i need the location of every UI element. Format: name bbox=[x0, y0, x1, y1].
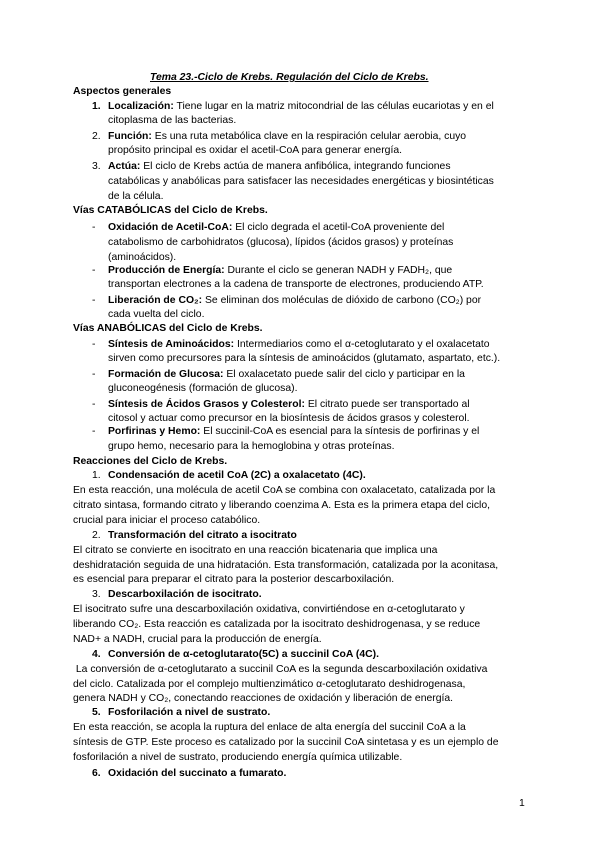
bullet-dash: - bbox=[92, 399, 96, 410]
item-line: sirven como precursores para la síntesis de aminoácidos (glutamato, aspartato, etc.). bbox=[108, 353, 501, 364]
step-number: 4. bbox=[92, 649, 101, 660]
step-text: es esencial para preparar el citrato para la posterior descarboxilación. bbox=[73, 574, 395, 585]
step-number: 2. bbox=[92, 530, 101, 541]
step-text: En esta reacción, una molécula de acetil CoA se combina con oxalacetato, catalizada por la bbox=[73, 485, 496, 496]
step-text: liberando CO₂. Esta reacción es catalizada por la isocitrato deshidrogenasa, y se reduce bbox=[73, 619, 481, 630]
item-line: Localización: Tiene lugar en la matriz mitocondrial de las células eucariotas y en el bbox=[108, 101, 494, 112]
item-line: Porfirinas y Hemo: El succinil-CoA es esencial para la síntesis de porfirinas y el bbox=[108, 426, 480, 437]
step-text: fosforilación a nivel de sustrato, produciendo energía química utilizable. bbox=[73, 752, 403, 763]
item-line: (aminoácidos). bbox=[108, 252, 177, 263]
item-line: Oxidación de Acetil-CoA: El ciclo degrada el acetil-CoA proveniente del bbox=[108, 222, 445, 233]
step-number: 3. bbox=[92, 589, 101, 600]
reactions-heading: Reacciones del Ciclo de Krebs. bbox=[73, 456, 228, 467]
item-label: Síntesis de Aminoácidos: bbox=[108, 339, 235, 350]
catabolic-heading: Vías CATABÓLICAS del Ciclo de Krebs. bbox=[73, 205, 268, 216]
item-line: Función: Es una ruta metabólica clave en la respiración celular aerobia, cuyo bbox=[108, 131, 467, 142]
step-title: Transformación del citrato a isocitrato bbox=[108, 530, 297, 541]
step-title: Conversión de α-cetoglutarato(5C) a succinil CoA (4C). bbox=[108, 649, 379, 660]
item-label: Formación de Glucosa: bbox=[108, 369, 224, 380]
item-number: 3. bbox=[92, 161, 101, 172]
bullet-dash: - bbox=[92, 339, 96, 350]
bullet-dash: - bbox=[92, 295, 96, 306]
step-text: síntesis de GTP. Este proceso es catalizado por la succinil CoA sintetasa y es un ejemplo de bbox=[73, 737, 499, 748]
item-line: catabólicas y anabólicas para satisfacer las necesidades energéticas y biosintéticas bbox=[108, 176, 494, 187]
item-line: gluconeogénesis (formación de glucosa). bbox=[108, 383, 298, 394]
item-line: Actúa: El ciclo de Krebs actúa de manera anfibólica, integrando funciones bbox=[108, 161, 451, 172]
item-number: 2. bbox=[92, 131, 101, 142]
step-title: Oxidación del succinato a fumarato. bbox=[108, 768, 287, 779]
step-text: La conversión de α-cetoglutarato a succinil CoA es la segunda descarboxilación oxidativa bbox=[73, 664, 488, 675]
page-title: Tema 23.-Ciclo de Krebs. Regulación del Ciclo de Krebs. bbox=[150, 72, 429, 83]
page-number: 1 bbox=[519, 798, 525, 809]
item-line: transportan electrones a la cadena de transporte de electrones, produciendo ATP. bbox=[108, 279, 484, 290]
bullet-dash: - bbox=[92, 265, 96, 276]
step-text: deshidratación seguida de una hidratación. Esta transformación, catalizada por la aconitasa, bbox=[73, 560, 499, 571]
step-text: citrato sintasa, formando citrato y liberando coenzima A. Esta es la primera etapa del ciclo, bbox=[73, 500, 490, 511]
item-line: Formación de Glucosa: El oxalacetato puede salir del ciclo y participar en la bbox=[108, 369, 465, 380]
item-line: de la célula. bbox=[108, 191, 164, 202]
general-heading: Aspectos generales bbox=[73, 86, 172, 97]
step-title: Fosforilación a nivel de sustrato. bbox=[108, 707, 271, 718]
step-text: El citrato se convierte en isocitrato en una reacción bicatenaria que implica una bbox=[73, 545, 438, 556]
item-label: Localización: bbox=[108, 101, 174, 112]
item-line: grupo hemo, necesario para la hemoglobina y otras proteínas. bbox=[108, 441, 395, 452]
bullet-dash: - bbox=[92, 426, 96, 437]
step-title: Condensación de acetil CoA (2C) a oxalacetato (4C). bbox=[108, 470, 366, 481]
item-label: Porfirinas y Hemo: bbox=[108, 426, 201, 437]
item-line: catabolismo de carbohidratos (glucosa), lípidos (ácidos grasos) y proteínas bbox=[108, 237, 454, 248]
step-text: crucial para iniciar el proceso catabólico. bbox=[73, 515, 261, 526]
item-line: Liberación de CO₂: Se eliminan dos moléculas de dióxido de carbono (CO₂) por bbox=[108, 295, 482, 306]
item-label: Función: bbox=[108, 131, 152, 142]
bullet-dash: - bbox=[92, 222, 96, 233]
item-line: cada vuelta del ciclo. bbox=[108, 309, 205, 320]
item-label: Producción de Energía: bbox=[108, 265, 225, 276]
step-title: Descarboxilación de isocitrato. bbox=[108, 589, 262, 600]
step-number: 6. bbox=[92, 768, 101, 779]
item-line: Síntesis de Aminoácidos: Intermediarios como el α-cetoglutarato y el oxalacetato bbox=[108, 339, 490, 350]
step-text: genera NADH y CO₂, conectando reacciones de oxidación y liberación de energía. bbox=[73, 693, 454, 704]
step-text: del ciclo. Catalizada por el complejo multienzimático α-cetoglutarato deshidrogenasa, bbox=[73, 679, 466, 690]
item-line: citosol y actuar como precursor en la biosíntesis de ácidos grasos y colesterol. bbox=[108, 413, 470, 424]
item-label: Oxidación de Acetil-CoA: bbox=[108, 222, 233, 233]
item-label: Síntesis de Ácidos Grasos y Colesterol: bbox=[108, 399, 305, 410]
bullet-dash: - bbox=[92, 369, 96, 380]
item-line: citoplasma de las bacterias. bbox=[108, 115, 237, 126]
step-text: NAD+ a NADH, crucial para la producción de energía. bbox=[73, 634, 322, 645]
step-text: El isocitrato sufre una descarboxilación oxidativa, convirtiéndose en α-cetoglutarato y bbox=[73, 604, 465, 615]
item-label: Liberación de CO₂: bbox=[108, 295, 203, 306]
item-label: Actúa: bbox=[108, 161, 141, 172]
step-text: En esta reacción, se acopla la ruptura del enlace de alta energía del succinil CoA a la bbox=[73, 722, 466, 733]
item-number: 1. bbox=[92, 101, 101, 112]
item-line: Producción de Energía: Durante el ciclo se generan NADH y FADH₂, que bbox=[108, 265, 453, 276]
anabolic-heading: Vías ANABÓLICAS del Ciclo de Krebs. bbox=[73, 323, 263, 334]
item-line: propósito principal es oxidar el acetil-CoA para generar energía. bbox=[108, 145, 402, 156]
step-number: 1. bbox=[92, 470, 101, 481]
item-line: Síntesis de Ácidos Grasos y Colesterol: El citrato puede ser transportado al bbox=[108, 399, 470, 410]
step-number: 5. bbox=[92, 707, 101, 718]
